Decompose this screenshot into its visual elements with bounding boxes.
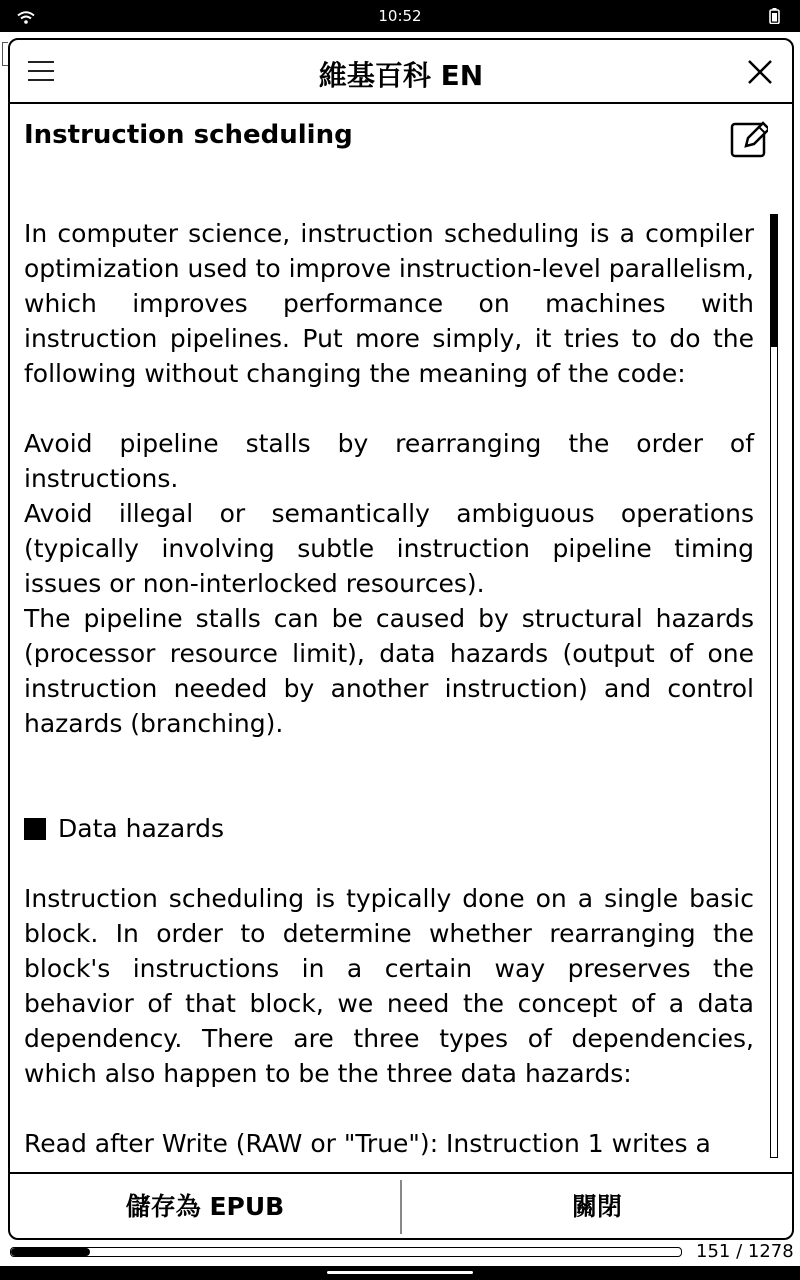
section-paragraph: Instruction scheduling is typically done on a single basic block. In order to determine whether rearranging the block's instructions in a certain way preserves the behavior of that block, we need the concept of a data dependency. There are three types of dependencies, which also happen to be the three data hazards: xyxy=(24,884,754,1088)
article-title: Instruction scheduling xyxy=(24,120,353,150)
section-marker-icon xyxy=(24,818,46,840)
article-scrollbar[interactable] xyxy=(770,214,778,1158)
page-counter: 151 / 1278 xyxy=(696,1241,794,1262)
list-item: Avoid pipeline stalls by rearranging the order of instructions. xyxy=(24,429,754,493)
intro-paragraph: In computer science, instruction scheduling is a compiler optimization used to improve instruction-level parallelism, which improves performance on machines with instruction pipelines. Put more simply, it tries to do the following without changing the meaning of the code: xyxy=(24,219,754,388)
dialog-title: 維基百科 EN xyxy=(318,59,484,92)
article-body xyxy=(24,216,754,1161)
reading-progress-fill xyxy=(11,1248,90,1256)
reading-progress-bar[interactable] xyxy=(10,1247,682,1257)
save-epub-button[interactable]: 儲存為 EPUB xyxy=(125,1192,285,1221)
navigation-strip xyxy=(0,1266,800,1280)
scrollbar-thumb[interactable] xyxy=(771,215,777,347)
close-icon[interactable] xyxy=(746,58,774,86)
partial-paragraph: Read after Write (RAW or "True"): Instruction 1 writes a xyxy=(24,1129,711,1158)
status-bar xyxy=(0,0,800,32)
dialog-titlebar xyxy=(10,40,792,104)
list-item: The pipeline stalls can be caused by structural hazards (processor resource limit), data hazards (output of one instruction needed by another instruction) and control hazards (branching). xyxy=(24,604,754,738)
edit-icon[interactable] xyxy=(730,118,768,160)
home-indicator[interactable] xyxy=(327,1271,473,1274)
section-heading xyxy=(24,811,754,846)
dialog-footer xyxy=(10,1172,792,1240)
list-item: Avoid illegal or semantically ambiguous operations (typically involving subtle instruction pipeline timing issues or non-interlocked resources). xyxy=(24,499,754,598)
wikipedia-dialog xyxy=(8,38,794,1240)
battery-icon xyxy=(769,8,780,28)
article-content[interactable] xyxy=(24,116,768,1172)
status-time: 10:52 xyxy=(378,7,422,25)
section-heading-label: Data hazards xyxy=(58,814,224,843)
close-button[interactable]: 關閉 xyxy=(571,1192,622,1221)
